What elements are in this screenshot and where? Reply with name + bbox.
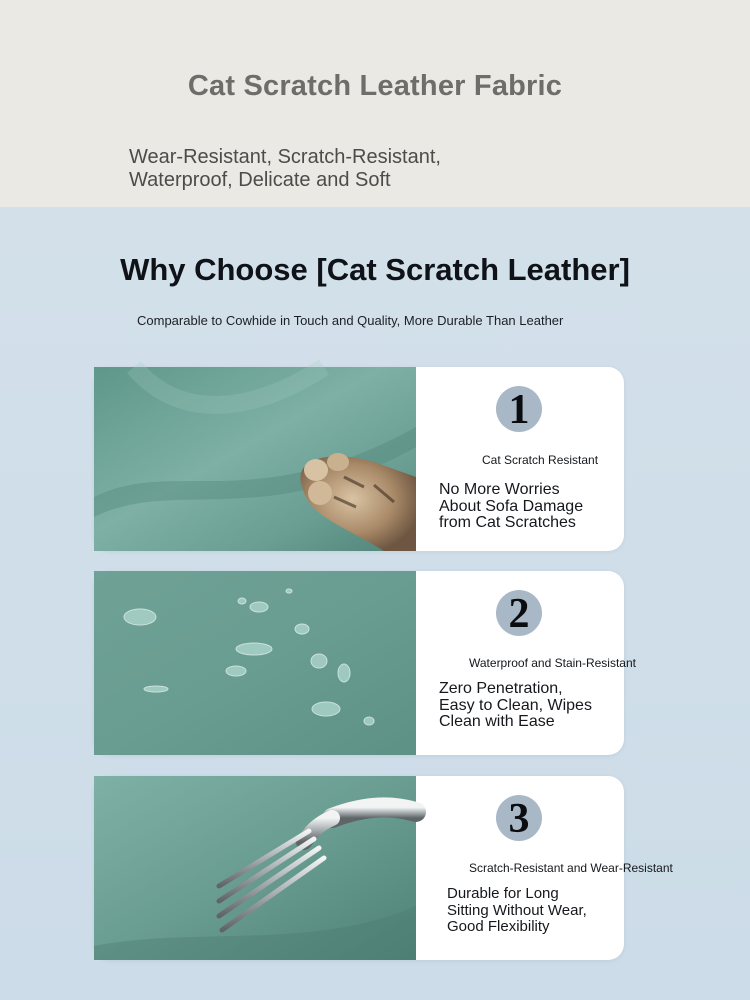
feature-title-2: Waterproof and Stain-Resistant (469, 656, 636, 670)
feature-desc-2 (439, 681, 624, 731)
header-banner (0, 0, 750, 207)
feature-title-1: Cat Scratch Resistant (482, 453, 599, 467)
feature-desc-1-line2: About Sofa Damage (439, 497, 584, 515)
section-subtitle: Comparable to Cowhide in Touch and Quality, More Durable Than Leather (137, 313, 564, 328)
header-subtitle-line2: Waterproof, Delicate and Soft (129, 169, 391, 191)
water-droplets-image (94, 571, 416, 755)
feature-desc-2-line2: Easy to Clean, Wipes (439, 696, 592, 714)
feature-card-2 (94, 571, 636, 755)
header-subtitle-line1: Wear-Resistant, Scratch-Resistant, (129, 146, 441, 168)
feature-card-1 (94, 367, 624, 551)
step-number-3: 3 (496, 795, 542, 841)
cat-paw-image (94, 367, 416, 551)
step-number-1: 1 (496, 386, 542, 432)
feature-card-3 (94, 776, 673, 960)
feature-desc-1 (439, 482, 614, 532)
feature-title-3: Scratch-Resistant and Wear-Resistant (469, 861, 673, 875)
section-title: Why Choose [Cat Scratch Leather] (120, 252, 630, 287)
feature-desc-3-line1: Durable for Long (447, 885, 559, 902)
feature-desc-3 (447, 886, 617, 936)
step-number-2: 2 (496, 590, 542, 636)
feature-desc-3-line3: Good Flexibility (447, 918, 550, 935)
feature-desc-2-line3: Clean with Ease (439, 713, 555, 730)
feature-desc-1-line1: No More Worries (439, 481, 560, 498)
page-title: Cat Scratch Leather Fabric (187, 70, 563, 102)
feature-desc-3-line2: Sitting Without Wear, (447, 901, 587, 919)
feature-desc-1-line3: from Cat Scratches (439, 514, 576, 531)
header-subtitle (129, 146, 549, 192)
fork-image (94, 776, 416, 960)
feature-desc-2-line1: Zero Penetration, (439, 680, 563, 697)
